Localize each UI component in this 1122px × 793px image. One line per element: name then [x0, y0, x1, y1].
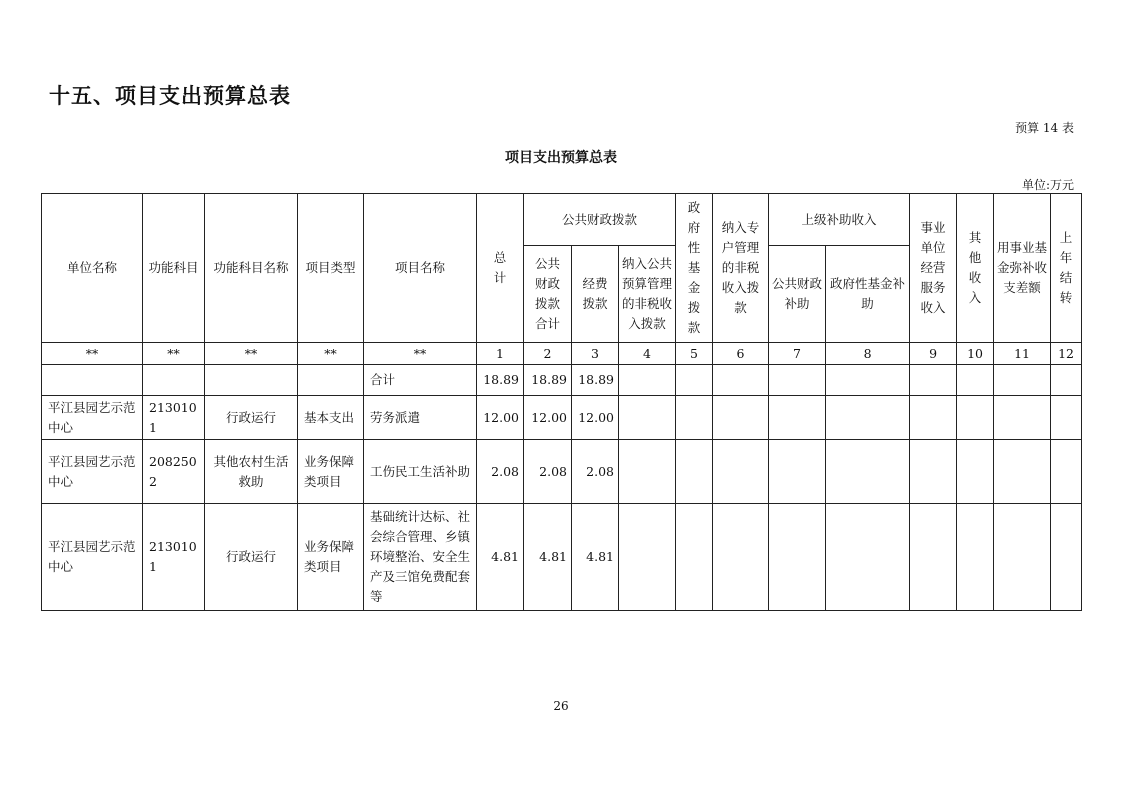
header-superior-subsidy: 上级补助收入 — [769, 194, 910, 246]
func-name-cell: 行政运行 — [205, 504, 298, 611]
total-public-amount: 18.89 — [524, 365, 572, 396]
column-index-cell: 7 — [769, 343, 826, 365]
empty-cell — [826, 440, 910, 504]
code-cell: 2130101 — [143, 504, 205, 611]
total-amount-cell: 2.08 — [477, 440, 524, 504]
total-label: 合计 — [364, 365, 477, 396]
budget-table — [41, 193, 1082, 611]
header-business-income: 事业单位经营服务收入 — [910, 194, 957, 343]
column-index-cell: 5 — [676, 343, 713, 365]
total-cell — [42, 365, 143, 396]
header-func-name: 功能科目名称 — [205, 194, 298, 343]
empty-cell — [1051, 440, 1082, 504]
column-index-cell: 4 — [619, 343, 676, 365]
empty-cell — [769, 504, 826, 611]
empty-cell — [676, 396, 713, 440]
empty-cell — [1051, 504, 1082, 611]
header-superior-gov-fund: 政府性基金补助 — [826, 246, 910, 343]
empty-cell — [769, 440, 826, 504]
header-funding: 经费拨款 — [572, 246, 619, 343]
empty-cell — [619, 504, 676, 611]
empty-cell — [619, 396, 676, 440]
header-carryover: 上年结转 — [1051, 194, 1082, 343]
empty-cell — [826, 396, 910, 440]
public-amount-cell: 2.08 — [524, 440, 572, 504]
total-cell — [994, 365, 1051, 396]
public-amount-cell: 12.00 — [524, 396, 572, 440]
table-number: 预算 14 表 — [1015, 121, 1074, 135]
total-funding-amount: 18.89 — [572, 365, 619, 396]
project-name-cell: 基础统计达标、社会综合管理、乡镇环境整治、安全生产及三馆免费配套等 — [364, 504, 477, 611]
total-cell — [910, 365, 957, 396]
empty-cell — [769, 396, 826, 440]
empty-cell — [676, 440, 713, 504]
header-proj-type: 项目类型 — [298, 194, 364, 343]
header-public-fiscal-total: 公共财政拨款合计 — [524, 246, 572, 343]
total-amount-cell: 12.00 — [477, 396, 524, 440]
empty-cell — [713, 440, 769, 504]
project-name-cell: 工伤民工生活补助 — [364, 440, 477, 504]
header-gov-fund: 政府性基金拨款 — [676, 194, 713, 343]
header-unit-name: 单位名称 — [42, 194, 143, 343]
empty-cell — [676, 504, 713, 611]
total-cell — [676, 365, 713, 396]
empty-cell — [713, 504, 769, 611]
page-number: 26 — [553, 699, 569, 713]
empty-cell — [910, 440, 957, 504]
total-cell — [713, 365, 769, 396]
empty-cell — [957, 396, 994, 440]
total-row — [42, 365, 1082, 396]
column-index-cell: 2 — [524, 343, 572, 365]
section-title: 十五、项目支出预算总表 — [49, 84, 291, 108]
column-index-cell: 10 — [957, 343, 994, 365]
table-title: 项目支出预算总表 — [505, 150, 617, 166]
empty-cell — [957, 504, 994, 611]
header-row-1 — [42, 194, 1082, 246]
public-amount-cell: 4.81 — [524, 504, 572, 611]
header-business-fund-gap: 用事业基金弥补收支差额 — [994, 194, 1051, 343]
unit-cell: 平江县园艺示范中心 — [42, 504, 143, 611]
table-row — [42, 440, 1082, 504]
type-cell: 业务保障类项目 — [298, 504, 364, 611]
funding-amount-cell: 4.81 — [572, 504, 619, 611]
type-cell: 基本支出 — [298, 396, 364, 440]
column-index-cell: 3 — [572, 343, 619, 365]
total-cell — [619, 365, 676, 396]
header-func-code: 功能科目 — [143, 194, 205, 343]
header-other-income: 其他收入 — [957, 194, 994, 343]
empty-cell — [957, 440, 994, 504]
index-row — [42, 343, 1082, 365]
table-row — [42, 396, 1082, 440]
func-name-cell: 其他农村生活救助 — [205, 440, 298, 504]
column-index-cell: ** — [42, 343, 143, 365]
unit-label: 单位:万元 — [1021, 178, 1074, 192]
column-index-cell: 11 — [994, 343, 1051, 365]
empty-cell — [1051, 396, 1082, 440]
header-nontax-special: 纳入专户管理的非税收入拨款 — [713, 194, 769, 343]
header-total: 总计 — [477, 194, 524, 343]
empty-cell — [994, 504, 1051, 611]
column-index-cell: 12 — [1051, 343, 1082, 365]
project-name-cell: 劳务派遣 — [364, 396, 477, 440]
unit-cell: 平江县园艺示范中心 — [42, 440, 143, 504]
column-index-cell: 1 — [477, 343, 524, 365]
column-index-cell: 6 — [713, 343, 769, 365]
unit-cell: 平江县园艺示范中心 — [42, 396, 143, 440]
header-public-fiscal: 公共财政拨款 — [524, 194, 676, 246]
empty-cell — [910, 504, 957, 611]
header-nontax-in-budget: 纳入公共预算管理的非税收入拨款 — [619, 246, 676, 343]
header-superior-public: 公共财政补助 — [769, 246, 826, 343]
total-amount: 18.89 — [477, 365, 524, 396]
table-row — [42, 504, 1082, 611]
empty-cell — [826, 504, 910, 611]
column-index-cell: ** — [298, 343, 364, 365]
empty-cell — [713, 396, 769, 440]
code-cell: 2082502 — [143, 440, 205, 504]
total-cell — [143, 365, 205, 396]
empty-cell — [994, 396, 1051, 440]
total-cell — [298, 365, 364, 396]
code-cell: 2130101 — [143, 396, 205, 440]
funding-amount-cell: 12.00 — [572, 396, 619, 440]
total-cell — [205, 365, 298, 396]
empty-cell — [619, 440, 676, 504]
column-index-cell: ** — [143, 343, 205, 365]
column-index-cell: 9 — [910, 343, 957, 365]
column-index-cell: 8 — [826, 343, 910, 365]
total-amount-cell: 4.81 — [477, 504, 524, 611]
header-proj-name: 项目名称 — [364, 194, 477, 343]
type-cell: 业务保障类项目 — [298, 440, 364, 504]
total-cell — [957, 365, 994, 396]
total-cell — [769, 365, 826, 396]
empty-cell — [994, 440, 1051, 504]
column-index-cell: ** — [205, 343, 298, 365]
total-cell — [1051, 365, 1082, 396]
total-cell — [826, 365, 910, 396]
funding-amount-cell: 2.08 — [572, 440, 619, 504]
column-index-cell: ** — [364, 343, 477, 365]
func-name-cell: 行政运行 — [205, 396, 298, 440]
empty-cell — [910, 396, 957, 440]
